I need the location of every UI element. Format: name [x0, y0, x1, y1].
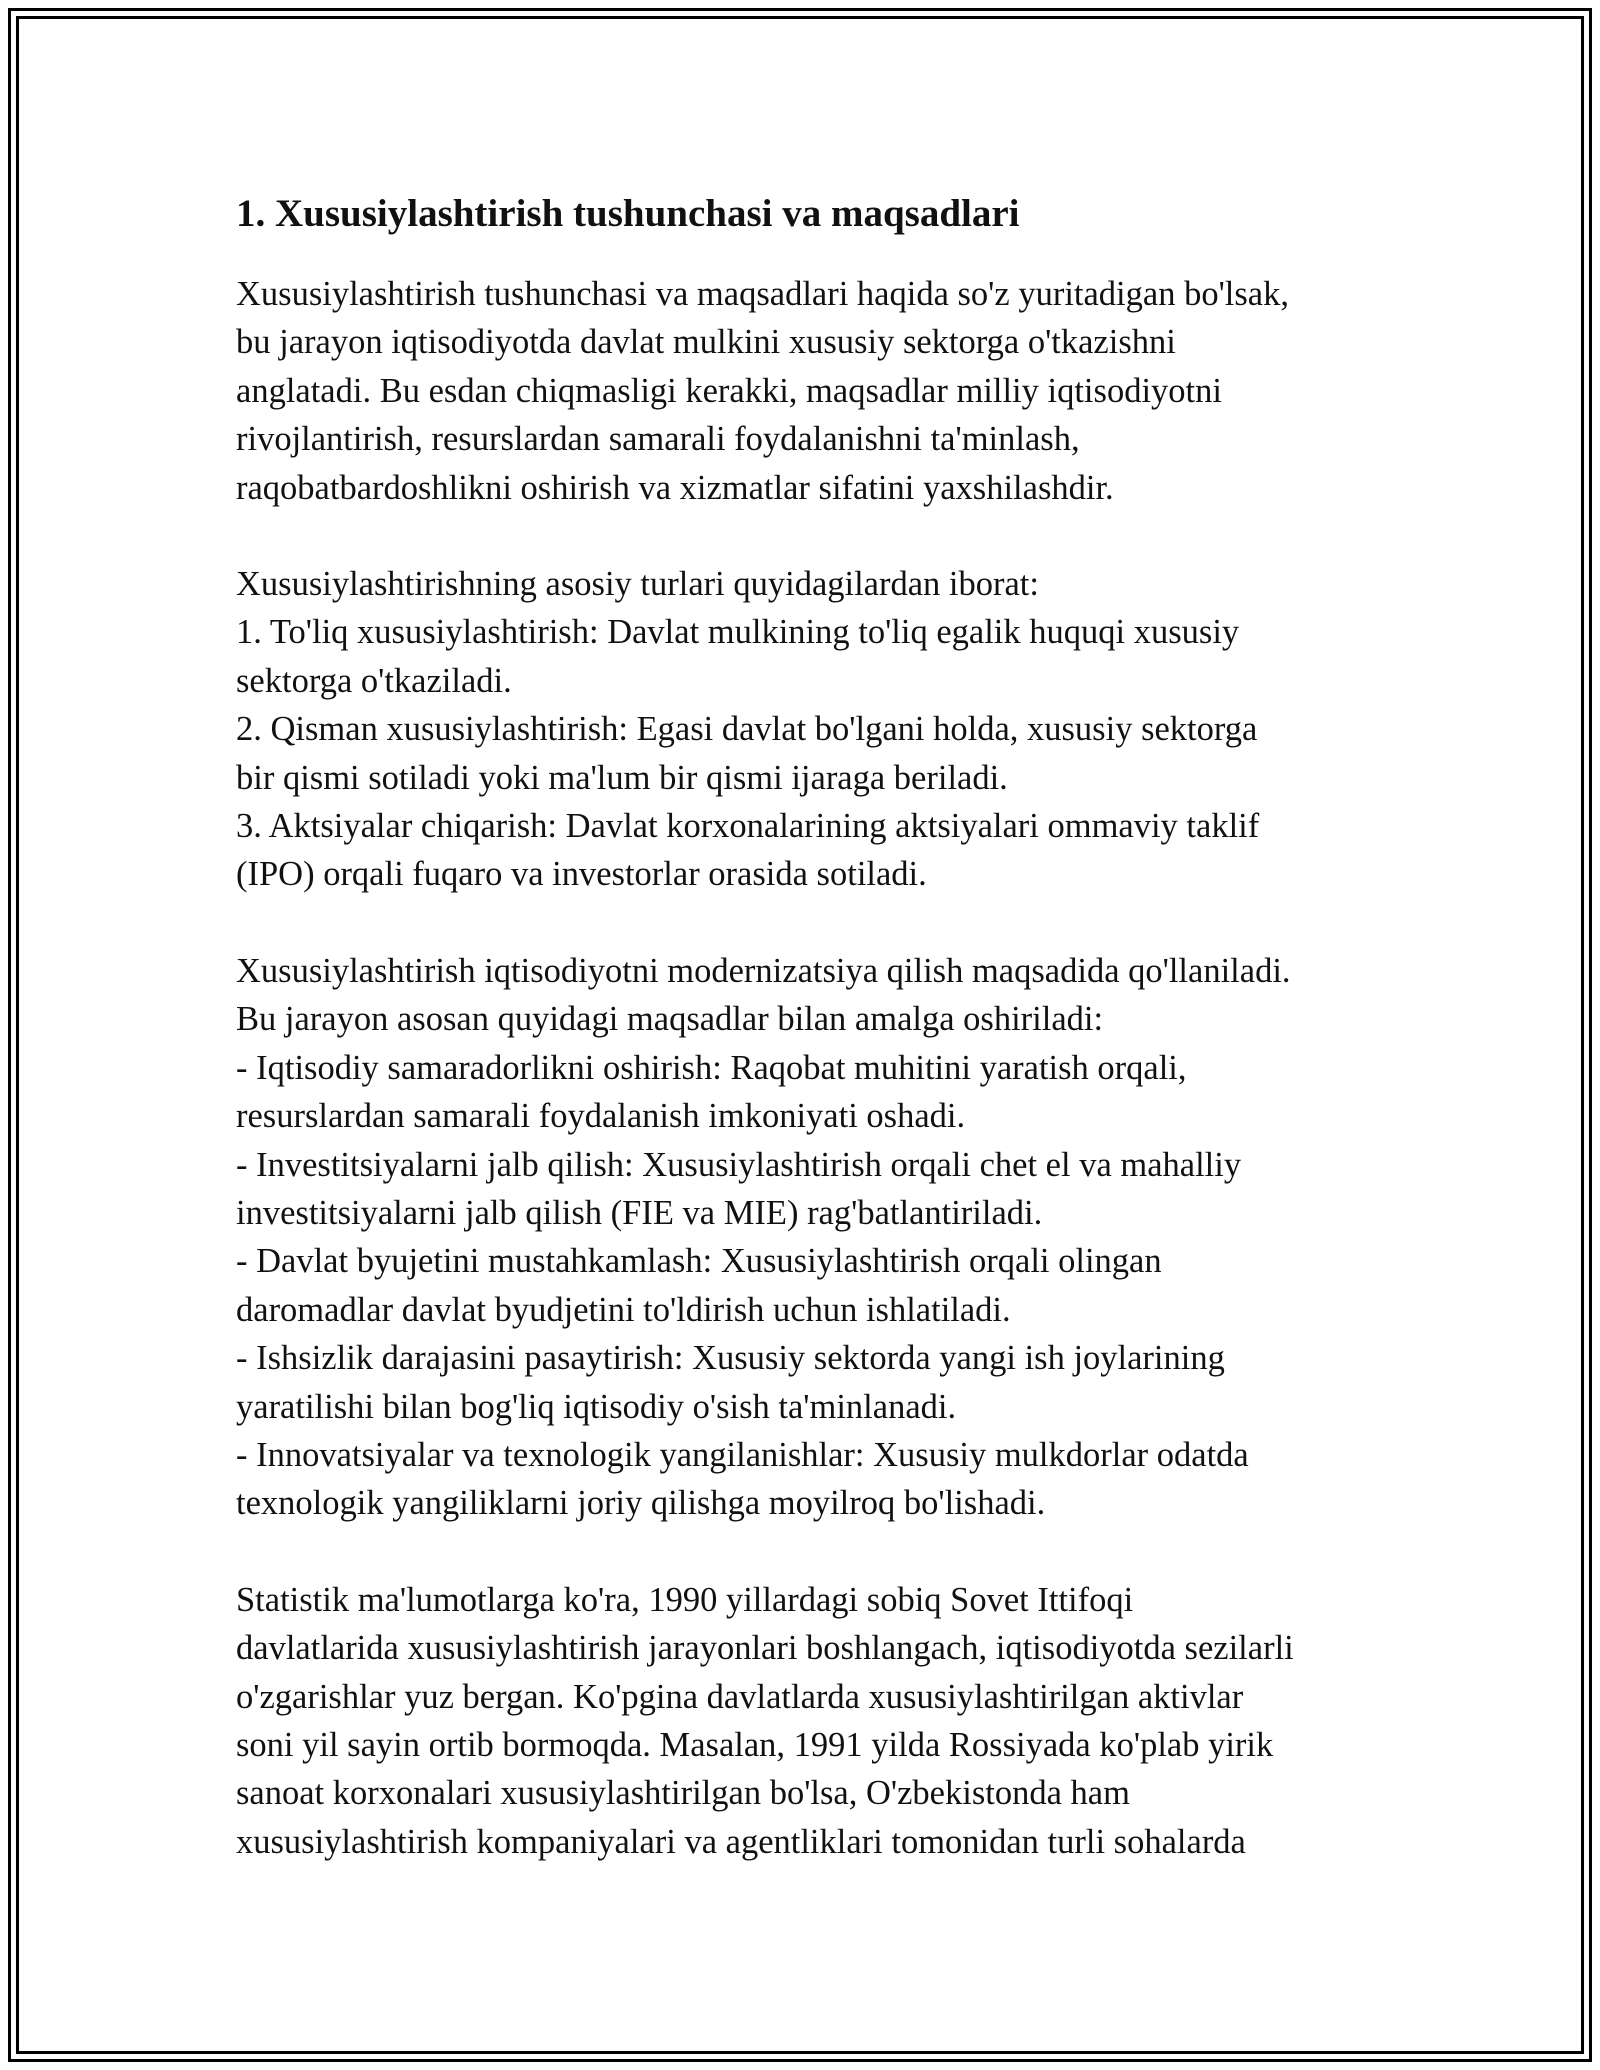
text-line: bir qismi sotiladi yoki ma'lum bir qismi ijaraga beriladi.: [236, 758, 1008, 797]
paragraph-statistics: [236, 1576, 1376, 1866]
text-line: - Investitsiyalarni jalb qilish: Xususiylashtirish orqali chet el va mahalliy: [236, 1145, 1242, 1184]
text-line: 1. To'liq xususiylashtirish: Davlat mulkining to'liq egalik huquqi xususiy: [236, 613, 1240, 652]
text-line: Xususiylashtirishning asosiy turlari quyidagilardan iborat:: [236, 565, 1039, 604]
text-line: texnologik yangiliklarni joriy qilishga moyilroq bo'lishadi.: [236, 1484, 1046, 1523]
text-line: bu jarayon iqtisodiyotda davlat mulkini xususiy sektorga o'tkazishni: [236, 323, 1176, 362]
text-line: 3. Aktsiyalar chiqarish: Davlat korxonalarining aktsiyalari ommaviy taklif: [236, 807, 1260, 846]
text-line: davlatlarida xususiylashtirish jarayonlari boshlangach, iqtisodiyotda sezilarli: [236, 1629, 1294, 1668]
text-line: sektorga o'tkaziladi.: [236, 661, 512, 700]
paragraph-types: [236, 560, 1376, 899]
paragraph-goals: [236, 947, 1376, 1528]
text-line: rivojlantirish, resurslardan samarali foydalanishni ta'minlash,: [236, 420, 1080, 459]
text-line: soni yil sayin ortib bormoqda. Masalan, 1991 yilda Rossiyada ko'plab yirik: [236, 1725, 1274, 1764]
document-body: [236, 186, 1376, 1914]
text-line: resurslardan samarali foydalanish imkoniyati oshadi.: [236, 1097, 966, 1136]
text-line: daromadlar davlat byudjetini to'ldirish uchun ishlatiladi.: [236, 1290, 1011, 1329]
text-line: xususiylashtirish kompaniyalari va agentliklari tomonidan turli sohalarda: [236, 1822, 1246, 1861]
text-line: Xususiylashtirish iqtisodiyotni modernizatsiya qilish maqsadida qo'llaniladi.: [236, 951, 1291, 990]
text-line: Bu jarayon asosan quyidagi maqsadlar bilan amalga oshiriladi:: [236, 1000, 1104, 1039]
section-heading: 1. Xususiylashtirish tushunchasi va maqsadlari: [236, 192, 1020, 235]
text-line: 2. Qisman xususiylashtirish: Egasi davlat bo'lgani holda, xususiy sektorga: [236, 710, 1258, 749]
text-line: (IPO) orqali fuqaro va investorlar orasida sotiladi.: [236, 855, 927, 894]
text-line: - Innovatsiyalar va texnologik yangilanishlar: Xususiy mulkdorlar odatda: [236, 1435, 1249, 1474]
text-line: investitsiyalarni jalb qilish (FIE va MIE) rag'batlantiriladi.: [236, 1193, 1043, 1232]
text-line: - Iqtisodiy samaradorlikni oshirish: Raqobat muhitini yaratish orqali,: [236, 1048, 1187, 1087]
text-line: o'zgarishlar yuz bergan. Ko'pgina davlatlarda xususiylashtirilgan aktivlar: [236, 1677, 1244, 1716]
text-line: yaratilishi bilan bog'liq iqtisodiy o'sish ta'minlanadi.: [236, 1387, 957, 1426]
text-line: - Davlat byujetini mustahkamlash: Xususiylashtirish orqali olingan: [236, 1242, 1162, 1281]
text-line: Xususiylashtirish tushunchasi va maqsadlari haqida so'z yuritadigan bo'lsak,: [236, 275, 1289, 313]
text-line: - Ishsizlik darajasini pasaytirish: Xususiy sektorda yangi ish joylarining: [236, 1339, 1225, 1378]
text-line: raqobatbardoshlikni oshirish va xizmatlar sifatini yaxshilashdir.: [236, 468, 1114, 507]
text-line: anglatadi. Bu esdan chiqmasligi kerakki, maqsadlar milliy iqtisodiyotni: [236, 371, 1222, 410]
paragraph-intro: [236, 270, 1376, 512]
text-line: Statistik ma'lumotlarga ko'ra, 1990 yillardagi sobiq Sovet Ittifoqi: [236, 1580, 1134, 1619]
text-line: sanoat korxonalari xususiylashtirilgan bo'lsa, O'zbekistonda ham: [236, 1774, 1130, 1813]
